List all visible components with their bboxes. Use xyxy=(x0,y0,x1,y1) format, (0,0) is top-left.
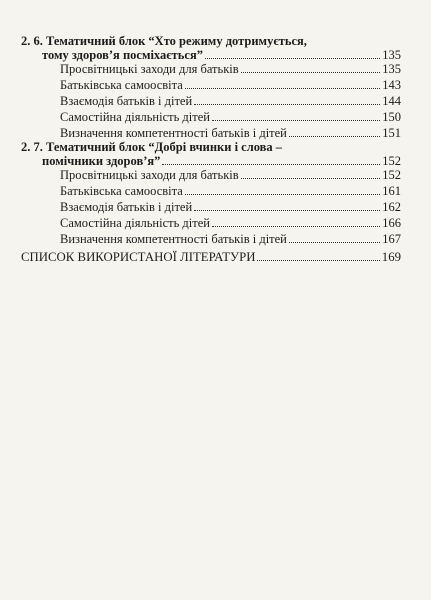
section-heading-cont: тому здоров’я посміхається” xyxy=(42,48,203,62)
toc-entry xyxy=(60,93,401,109)
entry-label: Просвітницькі заходи для батьків xyxy=(60,168,239,182)
entry-label: Батьківська самоосвіта xyxy=(60,184,183,198)
page-number: 169 xyxy=(381,250,401,264)
dot-leader xyxy=(212,226,380,227)
dot-leader xyxy=(241,72,381,73)
dot-leader xyxy=(289,242,380,243)
entry-label: СПИСОК ВИКОРИСТАНОЇ ЛІТЕРАТУРИ xyxy=(21,250,256,264)
toc-entry xyxy=(60,231,401,247)
toc-entry xyxy=(60,109,401,125)
toc-entry-bibliography xyxy=(21,249,401,265)
section-heading-cont: помічники здоров’я” xyxy=(42,154,161,168)
dot-leader xyxy=(162,164,380,165)
dot-leader xyxy=(241,178,381,179)
dot-leader xyxy=(257,260,379,261)
entry-label: Просвітницькі заходи для батьків xyxy=(60,62,239,76)
entry-label: Самостійна діяльність дітей xyxy=(60,216,210,230)
dot-leader xyxy=(185,194,380,195)
entry-label: Визначення компетентності батьків і дітей xyxy=(60,232,287,246)
page-number: 151 xyxy=(382,126,401,140)
toc-entry xyxy=(60,167,401,183)
entry-label: Батьківська самоосвіта xyxy=(60,78,183,92)
toc-entry xyxy=(60,183,401,199)
dot-leader xyxy=(289,136,380,137)
page-number: 144 xyxy=(382,94,401,108)
page-number: 161 xyxy=(382,184,401,198)
toc-entry xyxy=(60,77,401,93)
toc-entry xyxy=(60,61,401,77)
page-number: 152 xyxy=(382,168,401,182)
page-number: 150 xyxy=(382,110,401,124)
entry-label: Взаємодія батьків і дітей xyxy=(60,200,193,214)
section-heading: 2. 6. Тематичний блок “Хто режиму дотримується, xyxy=(21,34,307,48)
section-heading: 2. 7. Тематичний блок “Добрі вчинки і слова – xyxy=(21,140,283,154)
dot-leader xyxy=(194,210,380,211)
page-number: 135 xyxy=(382,62,401,76)
page-number: 143 xyxy=(382,78,401,92)
dot-leader xyxy=(212,120,380,121)
entry-label: Визначення компетентності батьків і дітей xyxy=(60,126,287,140)
entry-label: Самостійна діяльність дітей xyxy=(60,110,210,124)
toc-entry xyxy=(60,215,401,231)
dot-leader xyxy=(194,104,380,105)
page-number: 152 xyxy=(382,154,401,168)
toc-entry xyxy=(60,199,401,215)
page-number: 162 xyxy=(382,200,401,214)
page-number: 166 xyxy=(382,216,401,230)
entry-label: Взаємодія батьків і дітей xyxy=(60,94,193,108)
page-number: 135 xyxy=(382,48,401,62)
dot-leader xyxy=(205,58,380,59)
page-number: 167 xyxy=(382,232,401,246)
dot-leader xyxy=(185,88,380,89)
